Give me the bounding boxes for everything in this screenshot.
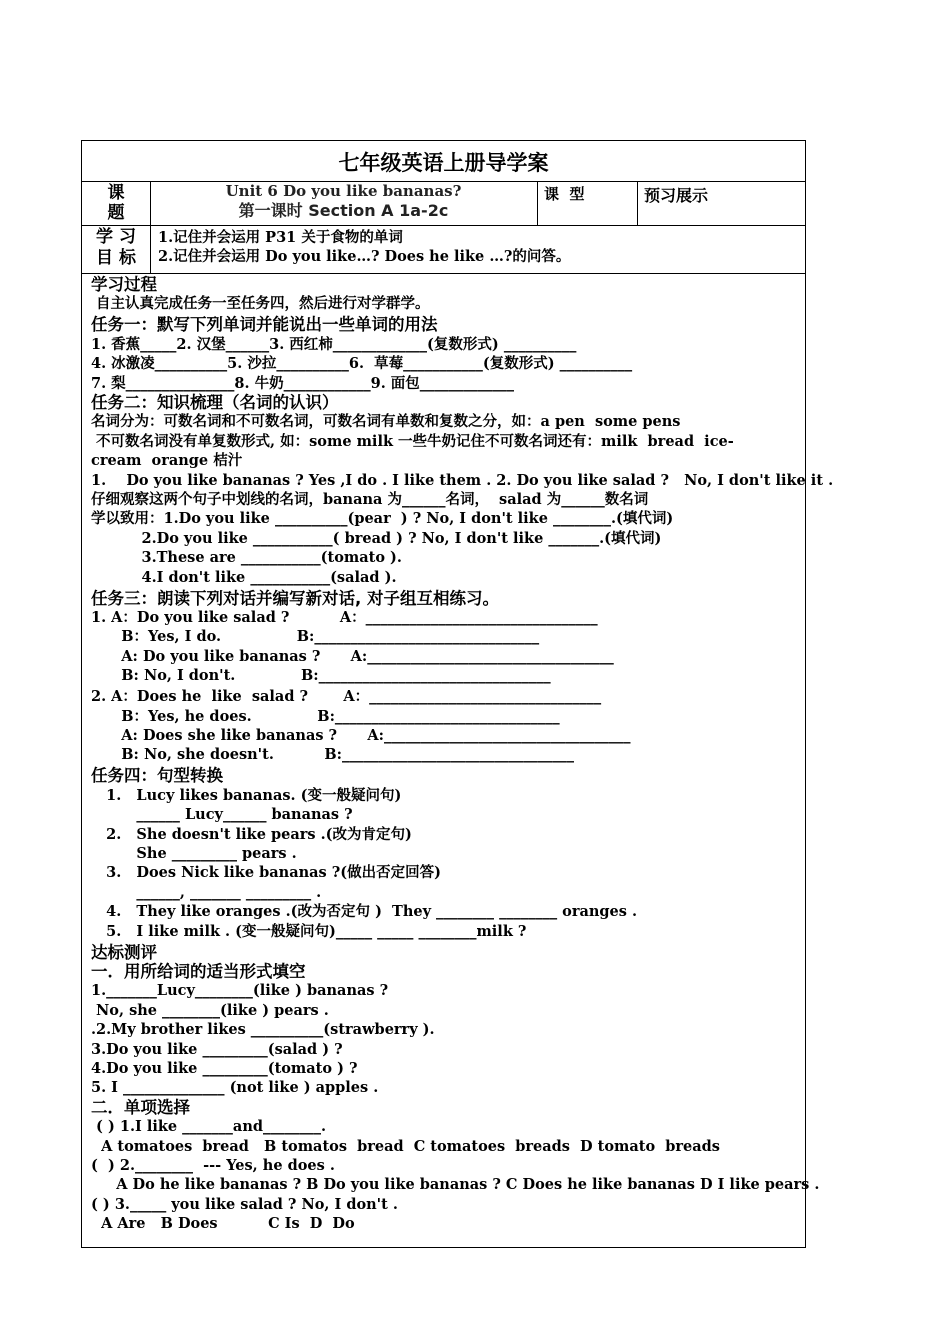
page-title: 七年级英语上册导学案 — [82, 141, 805, 182]
text-line: cream orange 桔汁 — [91, 452, 243, 470]
text-line: She _________ pears . — [91, 845, 297, 862]
text-line: 自主认真完成任务一至任务四，然后进行对学群学。 — [91, 295, 430, 313]
text-line: 4. 冰激凌__________5. 沙拉__________6. 草莓___________(复数形式) __________ — [91, 355, 633, 373]
text-line: 3.These are ___________(tomato ). — [91, 549, 402, 567]
text-line: ______ Lucy______ bananas ? — [91, 806, 353, 824]
text-line: A: Does she like bananas ? A:__________________________________ — [91, 727, 631, 744]
text-line: 1. A：Do you like salad ? A：________________________________ — [91, 609, 598, 626]
type-value: 预习展示 — [644, 186, 709, 205]
unit-title: Unit 6 Do you like bananas? — [225, 182, 462, 200]
text-line: 1. 香蕉_____2. 汉堡______3. 西红柿_____________(复数形式) __________ — [91, 335, 577, 353]
topic-label: 课 题 — [107, 183, 125, 223]
text-line: 4.I don't like ___________(salad ). — [91, 568, 397, 586]
text-line: 4. They like oranges .(改为否定句 ) They ________ ________ oranges . — [91, 903, 638, 921]
text-line: 1. Do you like bananas ? Yes ,I do . I like them . 2. Do you like salad ? No, I don't like it . — [91, 471, 834, 489]
text-line: 2. A：Does he like salad ? A：________________________________ — [91, 688, 602, 706]
text-line: ( ) 1.I like _______and________. — [91, 1118, 327, 1136]
text-line: 1. Lucy likes bananas. (变一般疑问句) — [91, 786, 402, 804]
text-line: A tomatoes bread B tomatos bread C tomatoes breads D tomato breads — [91, 1137, 720, 1155]
text-line: B：Yes, he does. B:_______________________________ — [91, 707, 560, 725]
header-row-goals — [82, 225, 805, 274]
text-line: 7. 梨_______________8. 牛奶____________9. 面包_____________ — [91, 374, 515, 392]
text-line: A Are B Does C Is D Do — [91, 1215, 355, 1233]
text-line: 2.Do you like ___________( bread ) ? No, I don't like _______.(填代词) — [91, 529, 662, 547]
text-line: A Do he like bananas ? B Do you like bananas ? C Does he like bananas D I like pears . — [91, 1176, 820, 1194]
section-heading: 任务四：句型转换 — [91, 766, 223, 786]
text-line: ( ) 3._____ you like salad ? No, I don't . — [91, 1195, 398, 1213]
text-line: .2.My brother likes __________(strawberry ). — [91, 1021, 435, 1039]
section-heading: 任务三：朗读下列对话并编写新对话, 对子组互相练习。 — [91, 588, 500, 608]
header-row-topic — [82, 181, 805, 226]
text-line: 5. I like milk . (变一般疑问句)_____ _____ ________milk ? — [91, 922, 527, 940]
section-heading: 学习过程 — [91, 275, 157, 294]
text-line: 3.Do you like _________(salad ) ? — [91, 1040, 343, 1058]
text-line: 学以致用：1.Do you like __________(pear ) ? No, I don't like ________.(填代词) — [91, 510, 674, 528]
goal-2: 2.记住并会运用 Do you like…? Does he like …?的问答。 — [158, 248, 571, 265]
text-line: B: No, I don't. B:________________________________ — [91, 667, 551, 685]
text-line: 3. Does Nick like bananas ?(做出否定回答) — [91, 864, 441, 882]
section-heading: 达标测评 — [91, 942, 157, 962]
lesson-title: 第一课时 Section A 1a-2c — [238, 201, 449, 220]
text-line: 4.Do you like _________(tomato ) ? — [91, 1060, 358, 1077]
section-heading: 一．用所给词的适当形式填空 — [91, 962, 306, 981]
text-line: B: No, she doesn't. B:________________________________ — [91, 746, 574, 764]
text-line: 5. I ______________ (not like ) apples . — [91, 1079, 379, 1097]
text-line: A: Do you like bananas ? A:__________________________________ — [91, 647, 614, 665]
text-line: 2. She doesn't like pears .(改为肯定句) — [91, 825, 412, 843]
text-line: B：Yes, I do. B:_______________________________ — [91, 628, 540, 646]
text-line: 1._______Lucy________(like ) bananas ? — [91, 982, 389, 1000]
goal-1: 1.记住并会运用 P31 关于食物的单词 — [158, 229, 403, 246]
section-heading: 任务一：默写下列单词并能说出一些单词的用法 — [91, 315, 438, 335]
section-heading: 二．单项选择 — [91, 1097, 190, 1117]
section-heading: 任务二：知识梳理（名词的认识） — [91, 393, 339, 412]
text-line: ( ) 2.________ --- Yes, he does . — [91, 1157, 335, 1174]
text-line: 不可数名词没有单复数形式, 如：some milk 一些牛奶记住不可数名词还有：milk bread ice- — [91, 432, 734, 450]
worksheet — [81, 140, 834, 1248]
type-label: 课 型 — [544, 185, 585, 203]
text-line: No, she ________(like ) pears . — [91, 1001, 329, 1019]
goal-label: 学 习 目 标 — [96, 227, 136, 268]
text-line: ______, _______ _________ . — [91, 883, 322, 901]
text-line: 名词分为：可数名词和不可数名词，可数名词有单数和复数之分，如：a pen some pens — [91, 413, 681, 431]
text-line: 仔细观察这两个句子中划线的名词，banana 为______名词， salad 为______数名词 — [91, 491, 649, 508]
